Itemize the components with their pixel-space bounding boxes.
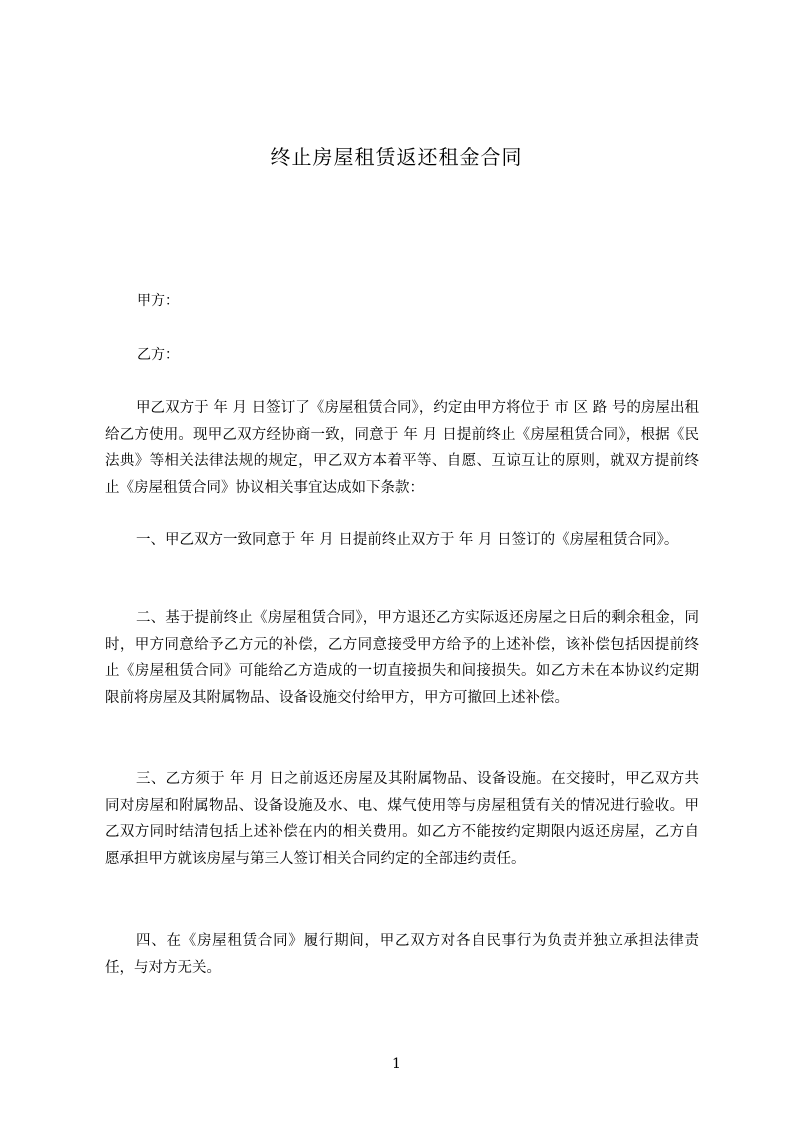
page-title: 终止房屋租赁返还租金合同 xyxy=(270,145,523,169)
party-a-label: 甲方： xyxy=(137,293,179,309)
party-b-label: 乙方： xyxy=(137,347,179,363)
clause-3-paragraph: 三、乙方须于 年 月 日之前返还房屋及其附属物品、设备设施。在交接时，甲乙双方共同对房屋和附属物品、设备设施及水、电、煤气使用等与房屋租赁有关的情况进行验收。甲乙双方同时结清包括上述补偿在内的相关费用。如乙方不能按约定期限内返还房屋，乙方自愿承担甲方就该房屋与第三人签订相关合同约定的全部违约责任。 xyxy=(105,771,699,867)
clause-4-paragraph: 四、在《房屋租赁合同》履行期间，甲乙双方对各自民事行为负责并独立承担法律责任，与对方无关。 xyxy=(105,933,699,976)
clause-1-paragraph: 一、甲乙双方一致同意于 年 月 日提前终止双方于 年 月 日签订的《房屋租赁合同》。 xyxy=(136,532,679,548)
preamble-paragraph: 甲乙双方于 年 月 日签订了《房屋租赁合同》，约定由甲方将位于 市 区 路 号的房屋出租给乙方使用。现甲乙双方经协商一致，同意于 年 月 日提前终止《房屋租赁合同》，根据《民法典》等相关法律法规的规定，甲乙双方本着平等、自愿、互谅互让的原则，就双方提前终止《房屋租赁合同》协议相关事宜达成如下条款： xyxy=(105,400,699,496)
page-number: 1 xyxy=(392,1056,401,1072)
clause-2-paragraph: 二、基于提前终止《房屋租赁合同》，甲方退还乙方实际返还房屋之日后的剩余租金，同时，甲方同意给予乙方元的补偿，乙方同意接受甲方给予的上述补偿，该补偿包括因提前终止《房屋租赁合同》可能给乙方造成的一切直接损失和间接损失。如乙方未在本协议约定期限前将房屋及其附属物品、设备设施交付给甲方，甲方可撤回上述补偿。 xyxy=(105,610,699,706)
